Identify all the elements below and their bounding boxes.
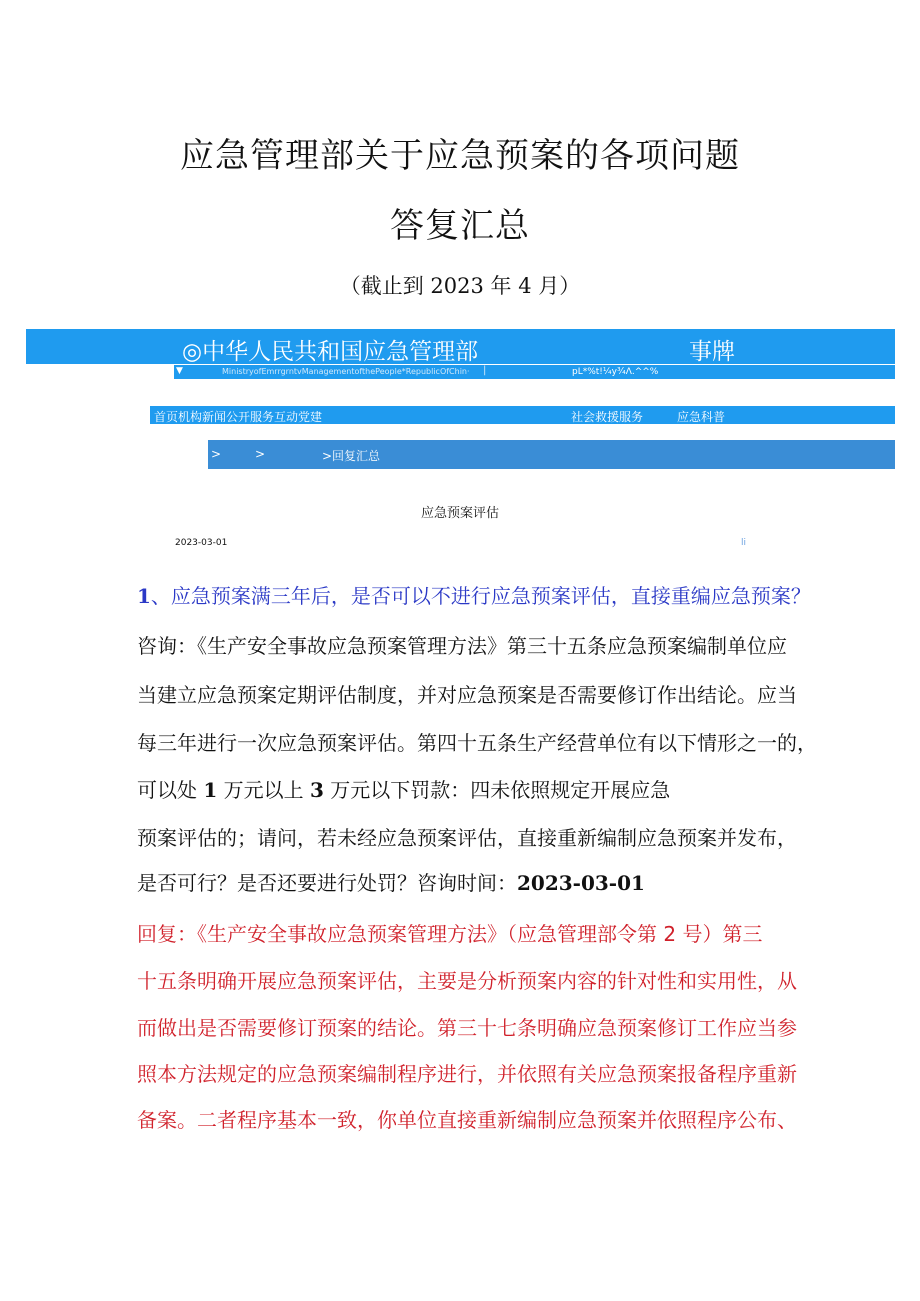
- reply-line: 照本方法规定的应急预案编制程序进行，并依照有关应急预案报备程序重新: [137, 1062, 797, 1086]
- question-text: 、应急预案满三年后，是否可以不进行应急预案评估，直接重编应急预案？: [150, 584, 811, 608]
- banner-right-text: 事牌: [689, 339, 735, 365]
- consult-line: 当建立应急预案定期评估制度，并对应急预案是否需要修订作出结论。应当: [137, 683, 797, 707]
- article-right-mark: li: [741, 538, 747, 548]
- reply-line: 备案。二者程序基本一致，你单位直接重新编制应急预案并依照程序公布、: [137, 1108, 797, 1132]
- document-title-line2: 答复汇总: [390, 206, 530, 246]
- breadcrumb: [208, 440, 895, 469]
- consult-line: 预案评估的；请问，若未经应急预案评估，直接重新编制应急预案并发布，: [137, 826, 797, 850]
- subbar-divider: |: [483, 365, 487, 376]
- question-number: 1: [137, 584, 151, 608]
- ministry-english-name: MinistryofEmrrgrntvManagementofthePeople*RepublicOfChin·: [222, 367, 470, 376]
- reply-line: 而做出是否需要修订预案的结论。第三十七条明确应急预案修订工作应当参: [137, 1016, 797, 1040]
- document-title-line1: 应急管理部关于应急预案的各项问题: [180, 136, 740, 176]
- article-date: 2023-03-01: [175, 538, 228, 548]
- article-title: 应急预案评估: [420, 506, 499, 521]
- fine-min: 1: [203, 778, 218, 802]
- breadcrumb-separator[interactable]: >: [255, 447, 266, 461]
- consult-line: 每三年进行一次应急预案评估。第四十五条生产经营单位有以下情形之一的，: [137, 731, 817, 755]
- breadcrumb-separator[interactable]: >: [211, 447, 222, 461]
- consult-line: 咨询：《生产安全事故应急预案管理方法》第三十五条应急预案编制单位应: [137, 634, 787, 658]
- consult-line: [137, 867, 645, 896]
- question-heading: [137, 580, 811, 609]
- site-logo-text[interactable]: ◎中华人民共和国应急管理部: [182, 339, 479, 365]
- document-subtitle: （截止到 2023 年 4 月）: [339, 274, 581, 298]
- consult-text: 万元以下罚款：四未依照规定开展应急: [323, 778, 671, 802]
- consult-text: 是否可行？是否还要进行处罚？咨询时间：: [137, 871, 517, 895]
- reply-line: 回复：《生产安全事故应急预案管理方法》（应急管理部令第 2 号）第三: [137, 922, 763, 946]
- triangle-down-icon: ▼: [176, 366, 183, 376]
- nav-link-science[interactable]: 应急科普: [677, 410, 726, 424]
- breadcrumb-current[interactable]: >回复汇总: [322, 449, 381, 463]
- consult-line: [137, 774, 670, 803]
- subbar-garbled-text: pL*%t!¼y¾Λ.^^%: [572, 367, 659, 377]
- reply-line: 十五条明确开展应急预案评估，主要是分析预案内容的针对性和实用性，从: [137, 969, 797, 993]
- fine-max: 3: [310, 778, 324, 802]
- consult-text: 万元以上: [217, 778, 310, 802]
- nav-link-rescue-service[interactable]: 社会救援服务: [571, 410, 644, 424]
- nav-main-links[interactable]: 首页机构新闻公开服务互动党建: [154, 410, 323, 424]
- consult-text: 可以处: [137, 778, 204, 802]
- consult-date: 2023-03-01: [517, 871, 645, 895]
